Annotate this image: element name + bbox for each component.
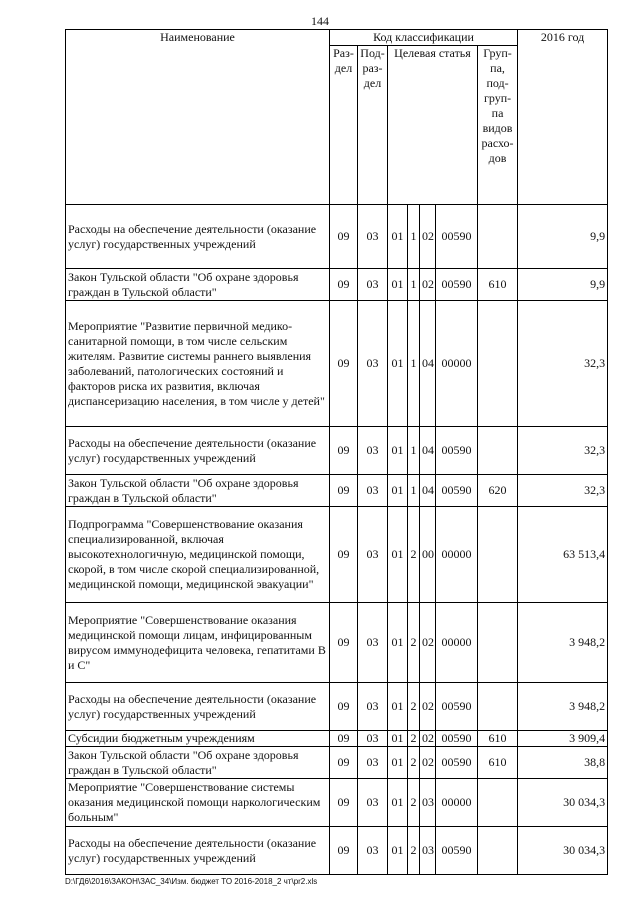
row-expense-type (478, 507, 518, 603)
row-name: Субсидии бюджетным учреждениям (66, 731, 330, 747)
page-number: 144 (311, 14, 329, 28)
row-podrazdel: 03 (358, 475, 388, 507)
table-row (66, 507, 608, 603)
row-name: Закон Тульской области "Об охране здоровья граждан в Тульской области" (66, 747, 330, 779)
table-row (66, 683, 608, 731)
col-header-razdel: Раз- дел (330, 46, 358, 205)
budget-table (65, 29, 608, 875)
row-amount-2016: 32,3 (518, 475, 608, 507)
row-razdel: 09 (330, 731, 358, 747)
row-razdel: 09 (330, 507, 358, 603)
row-name: Расходы на обеспечение деятельности (оказание услуг) государственных учреждений (66, 827, 330, 875)
row-razdel: 09 (330, 427, 358, 475)
row-name: Мероприятие "Совершенствование оказания медицинской помощи лицам, инфицированным вирусом иммунодефицита человека, гепатитами В и С" (66, 603, 330, 683)
row-target-subprogram: 2 (408, 827, 420, 875)
col-header-code: Код классификации (330, 30, 518, 46)
row-target-program: 01 (388, 603, 408, 683)
row-target-event: 02 (420, 683, 436, 731)
table-body (66, 205, 608, 875)
row-target-subprogram: 2 (408, 747, 420, 779)
row-target-event: 04 (420, 427, 436, 475)
table-row (66, 269, 608, 301)
row-target-program: 01 (388, 507, 408, 603)
row-target-direction: 00000 (436, 507, 478, 603)
row-amount-2016: 30 034,3 (518, 827, 608, 875)
row-target-direction: 00590 (436, 827, 478, 875)
col-header-target: Целевая статья (388, 46, 478, 205)
row-target-program: 01 (388, 475, 408, 507)
row-podrazdel: 03 (358, 779, 388, 827)
row-podrazdel: 03 (358, 507, 388, 603)
row-expense-type: 610 (478, 747, 518, 779)
row-amount-2016: 63 513,4 (518, 507, 608, 603)
row-expense-type (478, 427, 518, 475)
row-razdel: 09 (330, 301, 358, 427)
row-name: Мероприятие "Развитие первичной медико-санитарной помощи, в том числе сельским жителям. Развитие системы раннего выявления заболеваний, патологических состояний и факторов риска их развития, включая диспансеризацию населения, в том числе у детей" (66, 301, 330, 427)
col-header-podrazdel: Под- раз- дел (358, 46, 388, 205)
row-razdel: 09 (330, 205, 358, 269)
row-expense-type (478, 603, 518, 683)
row-amount-2016: 38,8 (518, 747, 608, 779)
row-target-event: 03 (420, 827, 436, 875)
row-expense-type (478, 301, 518, 427)
row-target-program: 01 (388, 827, 408, 875)
table-row (66, 779, 608, 827)
row-podrazdel: 03 (358, 827, 388, 875)
row-expense-type: 610 (478, 731, 518, 747)
row-target-event: 03 (420, 779, 436, 827)
row-target-event: 04 (420, 301, 436, 427)
row-target-direction: 00590 (436, 731, 478, 747)
row-target-event: 02 (420, 747, 436, 779)
row-expense-type (478, 205, 518, 269)
row-target-direction: 00000 (436, 779, 478, 827)
row-target-event: 02 (420, 205, 436, 269)
row-razdel: 09 (330, 603, 358, 683)
row-podrazdel: 03 (358, 205, 388, 269)
row-target-program: 01 (388, 683, 408, 731)
row-amount-2016: 3 909,4 (518, 731, 608, 747)
row-name: Расходы на обеспечение деятельности (оказание услуг) государственных учреждений (66, 683, 330, 731)
table-row (66, 731, 608, 747)
row-expense-type (478, 683, 518, 731)
row-amount-2016: 3 948,2 (518, 603, 608, 683)
col-header-name: Наименование (66, 30, 330, 205)
row-target-direction: 00590 (436, 683, 478, 731)
row-target-subprogram: 1 (408, 301, 420, 427)
row-razdel: 09 (330, 475, 358, 507)
row-target-direction: 00000 (436, 301, 478, 427)
row-target-program: 01 (388, 301, 408, 427)
table-row (66, 205, 608, 269)
row-target-direction: 00590 (436, 475, 478, 507)
row-target-program: 01 (388, 731, 408, 747)
row-target-subprogram: 2 (408, 507, 420, 603)
row-target-program: 01 (388, 747, 408, 779)
row-amount-2016: 3 948,2 (518, 683, 608, 731)
table-row (66, 747, 608, 779)
row-target-subprogram: 1 (408, 427, 420, 475)
row-target-program: 01 (388, 269, 408, 301)
row-target-subprogram: 2 (408, 731, 420, 747)
row-target-program: 01 (388, 779, 408, 827)
table-row (66, 427, 608, 475)
row-target-subprogram: 1 (408, 475, 420, 507)
row-name: Подпрограмма "Совершенствование оказания специализированной, включая высокотехнологичную, медицинской помощи, скорой, в том числе скорой специализированной, медицинской помощи, медицинской эвакуации" (66, 507, 330, 603)
row-podrazdel: 03 (358, 747, 388, 779)
row-podrazdel: 03 (358, 269, 388, 301)
row-razdel: 09 (330, 827, 358, 875)
col-header-year: 2016 год (518, 30, 608, 205)
row-target-direction: 00590 (436, 269, 478, 301)
row-razdel: 09 (330, 779, 358, 827)
row-target-subprogram: 2 (408, 779, 420, 827)
row-expense-type: 620 (478, 475, 518, 507)
row-target-event: 02 (420, 731, 436, 747)
file-path-footer: D:\ГД6\2016\ЗАКОН\ЗАС_34\Изм. бюджет ТО 2016-2018_2 чт\pr2.xls (65, 877, 318, 886)
row-target-direction: 00590 (436, 427, 478, 475)
row-amount-2016: 9,9 (518, 269, 608, 301)
col-header-group: Груп- па, под- груп- па видов расхо- дов (478, 46, 518, 205)
row-target-direction: 00590 (436, 747, 478, 779)
row-target-event: 02 (420, 269, 436, 301)
row-expense-type (478, 827, 518, 875)
row-target-event: 00 (420, 507, 436, 603)
row-target-event: 02 (420, 603, 436, 683)
row-name: Мероприятие "Совершенствование системы оказания медицинской помощи наркологическим больным" (66, 779, 330, 827)
row-expense-type (478, 779, 518, 827)
row-amount-2016: 32,3 (518, 301, 608, 427)
row-name: Закон Тульской области "Об охране здоровья граждан в Тульской области" (66, 475, 330, 507)
row-name: Закон Тульской области "Об охране здоровья граждан в Тульской области" (66, 269, 330, 301)
row-podrazdel: 03 (358, 683, 388, 731)
row-podrazdel: 03 (358, 731, 388, 747)
row-podrazdel: 03 (358, 301, 388, 427)
row-target-subprogram: 1 (408, 205, 420, 269)
row-target-direction: 00590 (436, 205, 478, 269)
row-target-event: 04 (420, 475, 436, 507)
row-amount-2016: 32,3 (518, 427, 608, 475)
row-podrazdel: 03 (358, 603, 388, 683)
row-podrazdel: 03 (358, 427, 388, 475)
row-expense-type: 610 (478, 269, 518, 301)
row-target-subprogram: 2 (408, 683, 420, 731)
row-target-subprogram: 1 (408, 269, 420, 301)
row-target-program: 01 (388, 427, 408, 475)
table-row (66, 301, 608, 427)
table-row (66, 827, 608, 875)
row-target-direction: 00000 (436, 603, 478, 683)
table-row (66, 475, 608, 507)
row-razdel: 09 (330, 683, 358, 731)
row-amount-2016: 9,9 (518, 205, 608, 269)
row-amount-2016: 30 034,3 (518, 779, 608, 827)
row-target-subprogram: 2 (408, 603, 420, 683)
row-name: Расходы на обеспечение деятельности (оказание услуг) государственных учреждений (66, 427, 330, 475)
row-razdel: 09 (330, 269, 358, 301)
row-name: Расходы на обеспечение деятельности (оказание услуг) государственных учреждений (66, 205, 330, 269)
row-razdel: 09 (330, 747, 358, 779)
row-target-program: 01 (388, 205, 408, 269)
table-row (66, 603, 608, 683)
